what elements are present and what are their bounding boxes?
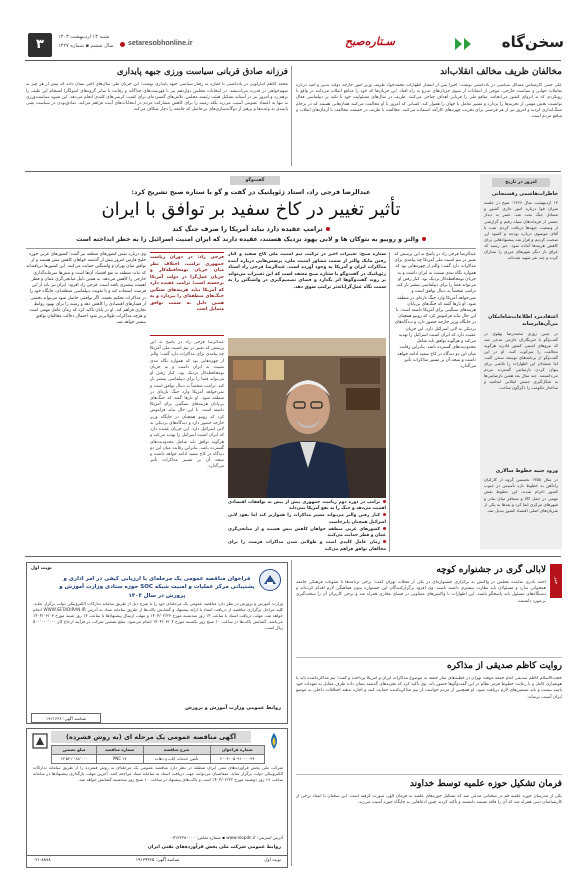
table-header-cell: شرح مناقصه <box>143 746 210 755</box>
table-cell: ۲۰۰۴۰۰۵۰۹۱۰۰۰۰۴۴ <box>210 754 264 763</box>
table-cell: تأمین خدمات ایاب و ذهاب <box>143 754 210 763</box>
sidebar-item-body: ۱۳ اردیبهشت سال ۱۳۶۶: صبح در جلسه سران قوا درباره امور جاری کشور و مسائل جنگ بحث شد. عصر به دیدار جمعی از فرماندهان سپاه رفتم و گزارشی از وضعیت جبهه‌ها دریافت کردم. شب با آقای موسوی درباره بودجه و کمبود ارز صحبت کردیم و قرار شد پیشنهادهایی برای کاهش هزینه‌ها آماده شود. خبر رسید که عراق بار دیگر شهرهای مرزی را بمباران کرده و چند نفر شهید شده‌اند. <box>484 200 558 261</box>
news-item-title: روایت کاظم صدیقی از مذاکره <box>446 661 562 671</box>
tender-table <box>51 745 265 764</box>
news-tag: خبر <box>550 564 562 598</box>
ad-bottom-code: شناسه آگهی: ۱۹۱۳۹۴۶۵ <box>135 858 180 864</box>
sidebar-item-body: در چنین روزی محمدرضا پهلوی در گفت‌وگو با خبرنگاران خارجی مدعی شد که نیروهای امنیتی کشور قادرند هرگونه مخالفت را سرکوب کنند. او در این گفت‌وگو از برنامه‌های توسعه سخن گفت اما منتقدان این اظهارات را تلاشی برای پنهان کردن نارضایتی گسترده مردم می‌دانستند. چند سال بعد همین نارضایتی‌ها به شکل‌گیری جنبش انقلابی انجامید و ساختار حکومت را دگرگون ساخت. <box>484 330 558 391</box>
feature-lead <box>228 252 386 342</box>
page-number: ۳ <box>36 36 44 52</box>
feature-lead-text: ستاره صبح: تغییرات اخیر در ترکیب تیم امنیت ملی کاخ سفید و کنار رفتن مایک والتز از سمت مشاور امنیت ملی، پرسش‌هایی درباره آینده مذاکرات ایران و آمریکا به وجود آورده است. عبدالرضا فرجی راد استاد ژئوپلتیک در گفت‌وگو با ستاره صبح معتقد است که این تغییرات می‌تواند بر روند گفت‌وگوها اثر بگذارد و فضای تصمیم‌گیری در واشنگتن را به سمت نگاه عمل‌گرایانه‌تر ترامپ سوق دهد. <box>228 252 386 290</box>
ad-bottom-table <box>51 745 265 764</box>
sidebar-item <box>484 191 558 309</box>
ad-top-body: وزارت آموزش و پرورش در نظر دارد مناقصه عمومی یک مرحله‌ای خود را با شرح ذیل از طریق سامانه تدارکات الکترونیکی دولت برگزار نماید. کلیه مراحل برگزاری مناقصه از دریافت اسناد تا ارائه پیشنهاد و گشایش پاکت‌ها از طریق سامانه ستاد به آدرس WWW.SETADIRAN.IR انجام خواهد شد. مهلت دریافت اسناد تا ساعت ۱۴ روز سه‌شنبه مورخ ۱۴۰۴/۰۲/۲۳ و مهلت ارسال پیشنهادها تا ساعت ۱۴ روز شنبه مورخ ۱۴۰۴/۰۳/۰۳ می‌باشد. گشایش پاکت‌ها در ساعت ۱۰ صبح روز یکشنبه مورخ ۱۴۰۴/۰۳/۰۴ انجام می‌شود. مبلغ تضمین شرکت در فرآیند ارجاع کار ۵۰۰٬۰۰۰٬۰۰۰ ریال است. <box>33 601 283 631</box>
bullet-icon <box>383 527 386 530</box>
sidebar-item-body: در سال ۱۳۵۸ نخستین گروه از کارکنان راه‌آهن به خطوط تازه تأسیس در جنوب کشور اعزام شدند. این خطوط نقش مهمی در حمل کالا و مسافر میان بنادر و شهرهای مرکزی ایفا کرد و بعدها به یکی از شریان‌های اصلی اقتصاد کشور تبدیل شد. <box>484 477 558 513</box>
ad-label: نوبت اول <box>31 566 52 571</box>
bullet-icon <box>383 500 386 503</box>
bullet-point: کشورهای عربی منطقه خواهان کاهش تنش هستند و از میانجی‌گری عمان و قطر حمایت می‌کنند <box>228 526 386 539</box>
page-number-box <box>28 33 52 57</box>
ad-bottom-title-bar: آگهی مناقصه عمومی یک مرحله ای (به روش فشرده) <box>51 731 251 743</box>
top-section-rule <box>25 171 561 172</box>
feature-subtitle-1: ترامپ عقیده دارد نباید آمریکا را صرف جنگ کند <box>26 225 476 234</box>
header-rule <box>25 60 561 61</box>
ad-top-footer: روابط عمومی وزارت آموزش و پرورش <box>185 705 281 711</box>
table-header-cell: شماره مناقصه <box>96 746 143 755</box>
feature-subtitle-2: والتز و روبیو به نتوکان ها و لابی یهود نزدیک هستند، عقیده دارند که ایران امنیت اسرائیل را به خطر انداخته است <box>26 236 476 245</box>
bullet-icon <box>422 237 426 241</box>
top-right-body: علی جنتی کارشناس مسائل سیاسی در یادداشتی نوشت: اخیراً پس از انتشار اظهارات محمدجواد ظریف وزیر امور خارجه دولت تدبیر و امید درباره تعاملات جهانی و سیاست خارجی، موجی از انتقادات از سوی جریان‌های تندرو به راه افتاد. این جریان‌ها که خود را مدافع انقلاب می‌دانند در واقع با رویکردی که به انزوای کشور می‌انجامد، منافع ملی را قربانی اهداف جناحی می‌کنند. ظریف در سال‌های مسئولیت خود با تکیه بر دیپلماسی فعال توانست بخش مهمی از تحریم‌ها را بردارد و مسیر تعامل با جهان را هموار کند. کسانی که امروز با او مخالفت می‌کنند همان‌هایی هستند که در برجام سنگ‌اندازی کردند و امروز نیز از هر فرصتی برای تخریب چهره‌های کارآمد استفاده می‌کنند. مخالفت با ظریف در حقیقت مخالفت با آرمان‌های انقلاب و منافع مردم است. <box>296 83 562 120</box>
ad-bottom-brand-code: ۰۲۱-۸۸۷۸ <box>33 858 51 864</box>
website-bullet-icon <box>120 42 125 47</box>
ad-bottom-contacts: آدرس اینترنتی: www.niopdc.ir ▪ شماره تماس: ۰۷۱۳۶۲۸۰۰۰۰ <box>170 835 283 840</box>
feature-bottom-rule <box>25 556 561 557</box>
bullet-point: کنار رفتن والتز می‌تواند مسیر مذاکرات را هموارتر کند اما نفوذ لابی اسرائیل همچنان پابرجاست <box>228 513 386 525</box>
ad-bottom-strip <box>27 855 287 867</box>
feature-col-divider <box>389 252 390 552</box>
sidebar <box>480 174 562 549</box>
issue-line: سال ششم ▪ شماره ۱۲۲۷ <box>58 43 114 49</box>
website-box[interactable] <box>120 38 230 50</box>
logo <box>325 34 415 54</box>
news-item-body: حجت‌الاسلام کاظم صدیقی امام جمعه موقت تهران در خطبه‌های نماز جمعه به موضوع مذاکرات ایران و آمریکا پرداخت و گفت: تیم مذاکره‌کننده باید با هوشیاری کامل و با رعایت خطوط قرمز نظام در این گفت‌وگوها حضور یابد. وی تأکید کرد که تجربه‌های گذشته نشان داده طرف مقابل به تعهدات خود پایبند نیست و باید تضمین‌های لازم دریافت شود. او همچنین از مردم خواست از تیم مذاکره‌کننده حمایت کنند و اجازه ندهند اختلافات داخلی به موضع ایران آسیب برساند. <box>296 676 562 700</box>
news-divider <box>296 657 562 658</box>
top-left-title: فرزانه صادق قربانی سیاست ورزی جبهه پایداری <box>116 67 288 77</box>
chevron-double-icon <box>453 37 475 51</box>
table-row <box>52 754 265 763</box>
bullet-icon <box>326 227 330 231</box>
top-left-article <box>26 66 288 166</box>
date-line: شنبه ۱۳ اردیبهشت ۱۴۰۳ <box>58 34 110 40</box>
news-item <box>296 778 562 866</box>
table-header-cell: مبلغ تضمین <box>52 746 97 755</box>
top-right-article <box>296 66 562 166</box>
feature-quote-text: فرجی راد: در دوران ریاست جمهوری ترامپ، اختلاف نظر میان جریان نومحافظه‌کار و جریان عمل‌گرا در دولت آمریکا برجسته است؛ ترامپ عقیده دارد که آمریکا نباید هزینه‌های سنگین جنگ‌های منطقه‌ای را بپردازد و به همین دلیل به سمت توافق متمایل است <box>150 255 224 313</box>
news-item-body: یکی از مدرسان حوزه علمیه قم در سخنانی مدعی شد که تشکیل حوزه‌های علمیه به فرمان الهی صورت گرفته است. این سخنان با انتقاد برخی از کارشناسان دینی همراه شد که آن را فاقد مستند دانستند و تأکید کردند چنین ادعاهایی به جایگاه حوزه آسیب می‌زند. <box>296 794 562 806</box>
section-title: سخن‌گاه <box>501 33 564 51</box>
sidebar-item-title: ورود جنبه خطوط سالاری <box>495 468 558 474</box>
table-header-row <box>52 746 265 755</box>
top-left-body: محمد کاظم انبارلویی در یادداشتی با اشاره به رفتار سیاسی جبهه پایداری نوشت: این جریان طی سال‌های اخیر نشان داده که بیش از هر چیز به سهم‌خواهی در قدرت می‌اندیشد. در انتخابات مجلس دوازدهم نیز با فهرست‌های جداگانه و رقابت با سایر گروه‌های اصولگرا انسجام این طیف را برهم زد و امروز نیز در آستانه تشکیل هیئت رئیسه مجلس، تلاش‌های گسترده‌ای برای کسب کرسی‌های کلیدی انجام می‌دهد. این شیوه سیاست‌ورزی نه تنها به اعتماد عمومی آسیب می‌زند بلکه زمینه را برای کاهش مشارکت مردم در انتخابات‌های آینده فراهم می‌کند. صادق‌بودن در سیاست یعنی پایبندی به وعده‌ها و پرهیز از دوگانه‌سازی‌های بی‌حاصل که جامعه را دچار شکاف می‌کند. <box>26 82 288 113</box>
ad-bottom-footer: روابط عمومی شرکت ملی پخش فرآورده‌های نفتی ایران <box>147 845 281 850</box>
sidebar-item <box>484 314 558 462</box>
news-column <box>296 560 562 870</box>
feature-kicker: گفت‌وگو <box>230 176 280 185</box>
page-header <box>0 0 586 56</box>
news-item-title: لابالی گری در جشنواره کوچه <box>436 565 546 575</box>
interviewee-photo <box>228 338 386 498</box>
sidebar-label: امروز در تاریخ <box>492 178 550 187</box>
sidebar-item-title: خاطرات‌هاشمی رفسنجانی <box>491 191 558 197</box>
news-item-body: احمد نادری نماینده مجلس در واکنش به برگزاری جشنواره‌ای در یکی از محلات تهران گفت: برخی برنامه‌ها با شئونات فرهنگی جامعه همخوانی ندارد و مسئولان باید نظارت بیشتری داشته باشند. وی افزود برگزارکنندگان این جشنواره بدون هماهنگی لازم اقدام کرده‌اند و دستگاه‌های مسئول باید پاسخگو باشند. این اظهارات با واکنش‌های متفاوتی در فضای مجازی همراه شد و برخی کاربران آن را سخت‌گیری بی‌مورد دانستند. <box>296 580 546 604</box>
bullet-point: ترامپ در دوره دوم ریاست جمهوری بیش از پیش به توافقات اقتصادی اهمیت می‌دهد و جنگ را به نفع آمریکا نمی‌داند <box>228 500 386 512</box>
table-cell: PNC ۱۷ <box>96 754 143 763</box>
news-item <box>296 564 546 654</box>
feature-body-right: عبدالرضا فرجی راد در پاسخ به این پرسش که تغییر در تیم امنیت ملی آمریکا چه پیامدی برای مذاکرات دارد گفت: والتز از چهره‌هایی بود که همواره نگاه تندی نسبت به ایران داشت و به جریان نومحافظه‌کار نزدیک بود. کنار رفتن او می‌تواند فضا را برای دیپلماسی بیشتر باز کند. ترامپ شخصاً به دنبال توافق است و نمی‌خواهد آمریکا وارد جنگ تازه‌ای در منطقه شود. او بارها گفته که جنگ‌های بی‌پایان هزینه‌های سنگینی برای آمریکا داشته است. با این حال نباید فراموش کرد که روبیو همچنان در جایگاه وزیر خارجه حضور دارد و دیدگاه‌های نزدیکی به لابی اسرائیل دارد. این جریان عقیده دارد که ایران امنیت اسرائیل را تهدید می‌کند و هرگونه توافق باید شامل محدودیت‌های گسترده باشد. بنابراین رقابت میان این دو دیدگاه در کاخ سفید ادامه خواهد داشت و نتیجه آن بر مسیر مذاکرات تأثیر می‌گذارد. <box>394 252 476 369</box>
feature-intro: عبدالرضا فرجی راد، استاد ژئوپلتیک در گفت و گو با ستاره صبح تشریح کرد: <box>131 188 371 196</box>
table-header-cell: شماره فراخوان <box>210 746 264 755</box>
ad-bottom-body: شرکت ملی پخش فرآورده‌های نفتی ایران منطقه در نظر دارد مناقصه عمومی یک مرحله‌ای به روش فشرده را از طریق سامانه تدارکات الکترونیکی دولت برگزار نماید. متقاضیان می‌توانند جهت دریافت اسناد به سامانه ستاد مراجعه کنند. آخرین مهلت بارگذاری پیشنهادها در سامانه ساعت ۱۹ روز دوشنبه مورخ ۱۴۰۴/۰۲/۲۲ است و پاکت‌های پیشنهاد در ساعت ۱۰ صبح روز سه‌شنبه گشایش خواهد شد. <box>33 765 283 783</box>
feature-body-left-2: عبدالرضا فرجی راد در پاسخ به این پرسش که تغییر در تیم امنیت ملی آمریکا چه پیامدی برای مذاکرات دارد گفت: والتز از چهره‌هایی بود که همواره نگاه تندی نسبت به ایران داشت و به جریان نومحافظه‌کار نزدیک بود. کنار رفتن او می‌تواند فضا را برای دیپلماسی بیشتر باز کند. ترامپ شخصاً به دنبال توافق است و نمی‌خواهد آمریکا وارد جنگ تازه‌ای در منطقه شود. او بارها گفته که جنگ‌های بی‌پایان هزینه‌های سنگینی برای آمریکا داشته است. با این حال نباید فراموش کرد که روبیو همچنان در جایگاه وزیر خارجه حضور دارد و دیدگاه‌های نزدیکی به لابی اسرائیل دارد. این جریان عقیده دارد که ایران امنیت اسرائیل را تهدید می‌کند و هرگونه توافق باید شامل محدودیت‌های گسترده باشد. بنابراین رقابت میان این دو دیدگاه در کاخ سفید ادامه خواهد داشت و نتیجه آن بر مسیر مذاکرات تأثیر می‌گذارد. <box>150 340 224 470</box>
bullet-point: زمان عامل کلیدی است و طولانی شدن مذاکرات فرصت را برای مخالفان توافق فراهم می‌کند <box>228 540 386 552</box>
ad-bottom-label: نوبت اول <box>264 858 281 864</box>
feature-body-left: وی درباره نقش کشورهای منطقه نیز گفت: کشورهای عربی حوزه خلیج فارس امروز بیش از گذشته خواهان کاهش تنش هستند و از توافق میان تهران و واشنگتن حمایت می‌کنند. این کشورها دریافته‌اند که ثبات منطقه به نفع اقتصاد آن‌ها است و تنش‌ها سرمایه‌گذاری خارجی را کاهش می‌دهد. به همین دلیل میانجی‌گری عمان و قطر اهمیت بیشتری یافته است. فرجی راد افزود: ایران نیز باید از این فرصت استفاده کند و با تقویت دیپلماسی منطقه‌ای، جایگاه خود را در مذاکرات تحکیم بخشد. اگر توافقی حاصل شود می‌تواند بخشی از فشارهای اقتصادی را کاهش دهد و زمینه را برای بهبود روابط تجاری فراهم کند. او در پایان تأکید کرد که زمان عامل مهمی است و هرچه مذاکرات طولانی‌تر شود احتمال دخالت مخالفان توافق بیشتر خواهد شد. <box>26 252 146 326</box>
top-divider-vertical <box>291 66 292 166</box>
feature-quote <box>150 252 224 336</box>
table-cell: ۱۳٬۵۴۱٬۰۸۸٬۰۰۰ <box>52 754 97 763</box>
feature-header-rule <box>26 248 476 249</box>
tender-ad-bottom <box>26 728 288 868</box>
sidebar-item-title: اعتقادمزد اطلاعات‌شاه‌امکان می‌آن‌ها‌برساند <box>488 314 558 328</box>
sidebar-item <box>484 468 558 546</box>
education-logo-icon <box>259 569 281 591</box>
bullet-icon <box>383 513 386 516</box>
news-item <box>296 660 562 770</box>
logo-text: سـتاره‌صبح <box>345 35 395 48</box>
oil-company-logo-icon <box>264 731 284 751</box>
ad-code-box: شناسه آگهی: ۱۹۱۱۶۶۶ <box>31 713 101 723</box>
tender-ad-top <box>26 562 288 724</box>
ad-top-title: فراخوان مناقصه عمومی یک مرحله‌ای با ارزیابی کیفی در امر اداری و پشتیبانی مرکز عملیات و امنیت شبکه SOC حوزه ستادی وزارت آموزش و پرورش در سال ۱۴۰۴ <box>59 576 255 599</box>
feature-bullets <box>228 500 386 554</box>
website-link[interactable]: setaresobhonline.ir <box>128 39 193 47</box>
ad-bottom-left-logo-icon <box>30 731 50 751</box>
top-right-title: مخالفان ظریف مخالف انقلاب‌اند <box>440 67 562 77</box>
feature-title: تأثیر تغییر در کاخ سفید بر توافق با ایران <box>101 199 401 220</box>
news-ad-divider <box>291 560 292 866</box>
news-item-title: فرمان تشکیل حوزه علمیه توسط خداوند <box>409 779 562 789</box>
bullet-icon <box>383 540 386 543</box>
news-divider <box>296 774 562 775</box>
